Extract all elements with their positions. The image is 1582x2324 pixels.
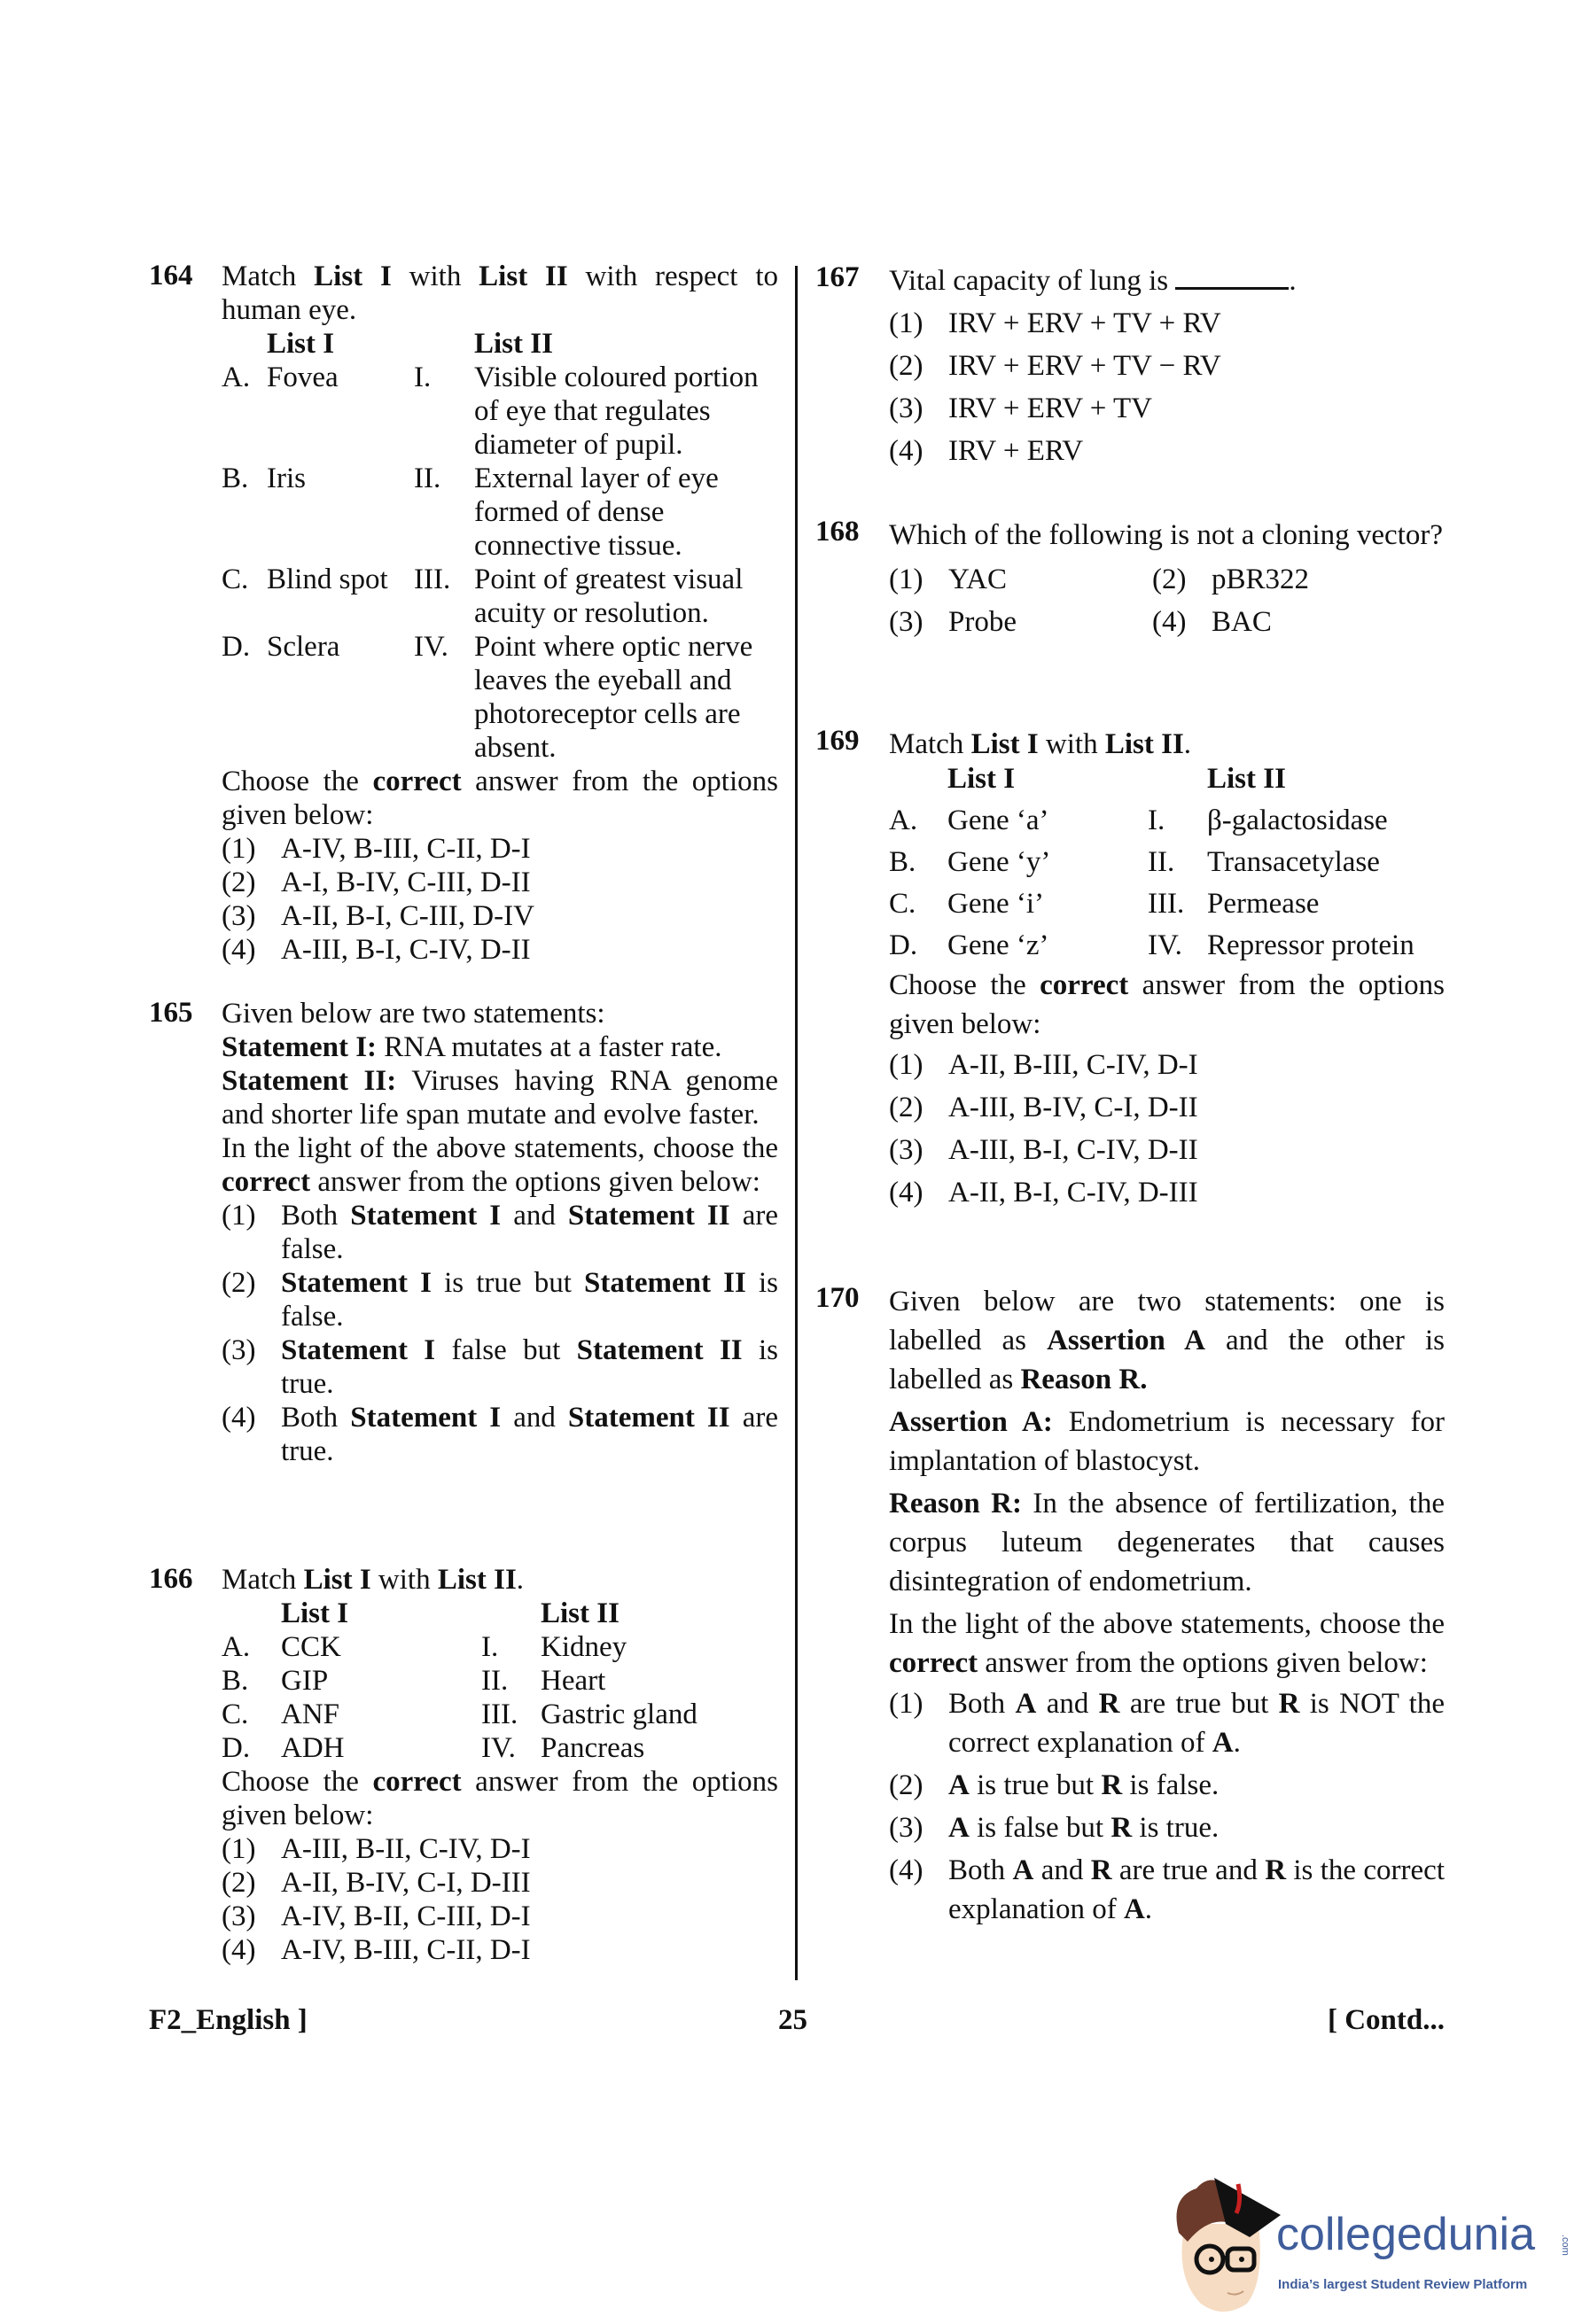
text-segment: A-II, B-I, C-IV, D-III bbox=[948, 1177, 1198, 1209]
text-segment: Match bbox=[222, 260, 315, 292]
answer-option-3[interactable] bbox=[889, 601, 1152, 643]
option-text bbox=[281, 1401, 778, 1468]
list-ii-numeral: IV. bbox=[481, 1732, 516, 1764]
text-segment: R bbox=[1265, 1854, 1287, 1886]
option-number: (3) bbox=[889, 606, 923, 638]
list-ii-numeral: I. bbox=[414, 361, 432, 393]
answer-option-3[interactable] bbox=[889, 387, 1445, 430]
text-segment: with respect to human eye. bbox=[222, 260, 778, 326]
list-i-item: CCK bbox=[281, 1631, 341, 1663]
text-segment: is NOT the correct explanation of bbox=[948, 1688, 1445, 1759]
text-segment: YAC bbox=[948, 564, 1008, 595]
option-text bbox=[948, 345, 1445, 387]
option-number: (2) bbox=[222, 1867, 256, 1899]
list-i-header: List I bbox=[947, 763, 1016, 795]
option-number: (3) bbox=[889, 1812, 923, 1844]
logo-tagline: India’s largest Student Review Platform bbox=[1278, 2277, 1528, 2292]
answer-option-2[interactable] bbox=[889, 1764, 1445, 1807]
option-number: (4) bbox=[222, 1934, 256, 1966]
option-text bbox=[948, 387, 1445, 430]
text-segment: A-IV, B-III, C-II, D-I bbox=[281, 833, 531, 865]
option-text bbox=[281, 1266, 778, 1333]
option-number: (1) bbox=[222, 833, 256, 865]
option-number: (1) bbox=[889, 307, 923, 339]
question-paragraph bbox=[889, 1282, 1445, 1399]
text-segment: answer from the options given below: bbox=[978, 1647, 1428, 1679]
list-i-letter: B. bbox=[222, 1665, 249, 1697]
question-body bbox=[889, 725, 1445, 1214]
list-i-item: Sclera bbox=[267, 631, 340, 663]
option-number: (3) bbox=[889, 393, 923, 424]
list-ii-numeral: II. bbox=[481, 1665, 509, 1697]
answer-option-1[interactable] bbox=[889, 558, 1152, 601]
fill-in-blank bbox=[1175, 262, 1289, 290]
list-ii-item: Kidney bbox=[541, 1631, 627, 1663]
text-segment: Given below are two statements: one is labelled as bbox=[889, 1286, 1445, 1356]
text-segment: IRV + ERV + TV − RV bbox=[948, 350, 1221, 382]
text-segment: and the other is labelled as bbox=[889, 1325, 1445, 1395]
text-segment: Both bbox=[948, 1854, 1013, 1886]
text-segment: A bbox=[1123, 1893, 1145, 1925]
footer-continued: [ Contd... bbox=[1327, 2004, 1445, 2036]
option-number: (3) bbox=[222, 1334, 256, 1366]
question-paragraph bbox=[889, 966, 1445, 1044]
option-text bbox=[948, 558, 1152, 601]
text-segment: with bbox=[391, 260, 479, 292]
option-number: (4) bbox=[222, 934, 256, 966]
list-ii-item: β-galactosidase bbox=[1207, 804, 1388, 836]
text-segment: and bbox=[501, 1402, 568, 1434]
question-stem bbox=[222, 1563, 778, 1597]
option-number: (2) bbox=[222, 867, 256, 898]
question-body bbox=[889, 1282, 1445, 1931]
text-segment: with bbox=[370, 1564, 438, 1596]
answer-option-1[interactable] bbox=[222, 832, 778, 866]
list-i-item: Blind spot bbox=[267, 564, 388, 595]
text-segment: Choose the bbox=[222, 1766, 373, 1798]
answer-option-2[interactable] bbox=[889, 1086, 1445, 1129]
text-segment: Statement I: bbox=[222, 1031, 378, 1063]
answer-option-1[interactable] bbox=[889, 1044, 1445, 1086]
option-text bbox=[948, 1044, 1445, 1086]
option-text bbox=[948, 1807, 1445, 1849]
text-segment: R bbox=[1090, 1854, 1112, 1886]
question-number: 164 bbox=[149, 260, 193, 291]
stem-end: . bbox=[1289, 265, 1297, 297]
text-segment: Statement II bbox=[576, 1334, 743, 1366]
stem-text: Vital capacity of lung is bbox=[889, 265, 1169, 297]
logo-brand: collegedunia bbox=[1276, 2209, 1536, 2260]
text-segment: Statement I bbox=[350, 1200, 502, 1232]
option-text bbox=[948, 430, 1445, 472]
text-segment: RNA mutates at a faster rate. bbox=[377, 1031, 722, 1063]
text-segment: A-III, B-I, C-IV, D-II bbox=[948, 1134, 1198, 1166]
option-number: (4) bbox=[889, 435, 923, 467]
option-number: (1) bbox=[889, 1688, 923, 1720]
text-segment: A bbox=[948, 1769, 970, 1801]
answer-option-4[interactable] bbox=[222, 1933, 778, 1967]
list-ii-numeral: III. bbox=[414, 564, 451, 595]
question-number: 169 bbox=[815, 725, 860, 757]
options-grid bbox=[889, 558, 1445, 643]
text-segment: R bbox=[1101, 1769, 1123, 1801]
text-segment: is true. bbox=[281, 1334, 778, 1400]
text-segment: A-II, B-III, C-IV, D-I bbox=[948, 1049, 1198, 1081]
option-number: (1) bbox=[222, 1833, 256, 1865]
column-divider bbox=[795, 266, 798, 1980]
text-segment: Both bbox=[281, 1200, 351, 1232]
answer-option-2[interactable] bbox=[222, 1266, 778, 1333]
spacer bbox=[222, 327, 267, 361]
text-segment: List I bbox=[970, 728, 1039, 760]
question-paragraph bbox=[889, 1484, 1445, 1601]
text-segment: Reason R: bbox=[889, 1488, 1022, 1520]
option-text bbox=[281, 1933, 778, 1967]
option-number: (4) bbox=[889, 1854, 923, 1886]
question-paragraph bbox=[222, 1064, 778, 1131]
option-number: (4) bbox=[889, 1177, 923, 1209]
list-ii-numeral: I. bbox=[481, 1631, 499, 1663]
text-segment: correct bbox=[1040, 969, 1129, 1001]
option-text bbox=[281, 899, 778, 933]
question-number: 165 bbox=[149, 997, 193, 1029]
text-segment: are false. bbox=[281, 1200, 778, 1265]
question-stem bbox=[889, 725, 1445, 764]
list-ii-item: Permease bbox=[1207, 888, 1320, 920]
text-segment: is false. bbox=[281, 1267, 778, 1333]
text-segment: A-II, B-IV, C-I, D-III bbox=[281, 1867, 531, 1899]
list-i-item: Iris bbox=[267, 462, 306, 494]
text-segment: R bbox=[1111, 1812, 1133, 1844]
text-segment: A-II, B-I, C-III, D-IV bbox=[281, 900, 534, 932]
option-number: (2) bbox=[889, 350, 923, 382]
question-stem bbox=[222, 260, 778, 327]
text-segment: correct bbox=[889, 1647, 978, 1679]
spacer bbox=[222, 1597, 281, 1630]
answer-option-3[interactable] bbox=[889, 1807, 1445, 1849]
text-segment: . bbox=[516, 1564, 525, 1596]
text-segment: A bbox=[1212, 1727, 1234, 1759]
collegedunia-logo bbox=[1143, 2153, 1582, 2324]
answer-option-3[interactable] bbox=[222, 899, 778, 933]
list-i-item: Gene ‘y’ bbox=[947, 846, 1051, 878]
text-segment: answer from the options given below: bbox=[889, 969, 1445, 1040]
text-segment: pBR322 bbox=[1212, 564, 1310, 595]
question-body bbox=[222, 997, 778, 1468]
text-segment: IRV + ERV + TV + RV bbox=[948, 307, 1221, 339]
text-segment: is true but bbox=[431, 1267, 585, 1299]
option-text bbox=[281, 832, 778, 866]
option-number: (4) bbox=[1152, 606, 1187, 638]
logo-suffix: .com bbox=[1560, 2235, 1570, 2256]
question-paragraph bbox=[889, 1403, 1445, 1481]
text-segment: and bbox=[1036, 1688, 1099, 1720]
text-segment: A-I, B-IV, C-III, D-II bbox=[281, 867, 531, 898]
text-segment: A-III, B-I, C-IV, D-II bbox=[281, 934, 531, 966]
match-list-table bbox=[889, 763, 1445, 961]
option-text bbox=[948, 1684, 1445, 1762]
question-paragraph bbox=[222, 765, 778, 832]
text-segment: Both bbox=[948, 1688, 1016, 1720]
text-segment: is the correct explanation of bbox=[948, 1854, 1445, 1925]
answer-option-2[interactable] bbox=[1152, 558, 1445, 601]
answer-option-2[interactable] bbox=[222, 866, 778, 899]
question-body bbox=[889, 516, 1445, 643]
list-i-letter: C. bbox=[222, 564, 249, 595]
text-segment: Statement II: bbox=[222, 1065, 397, 1097]
text-segment: A bbox=[1012, 1854, 1034, 1886]
answer-option-1[interactable] bbox=[222, 1832, 778, 1866]
list-ii-item: Point of greatest visual acuity or resolution. bbox=[474, 564, 744, 629]
match-list-table bbox=[222, 1597, 778, 1765]
text-segment: A bbox=[948, 1812, 970, 1844]
text-segment: Statement I bbox=[350, 1402, 502, 1434]
text-segment: Statement II bbox=[584, 1267, 746, 1299]
list-ii-numeral: IV. bbox=[414, 631, 448, 663]
text-segment: and bbox=[501, 1200, 568, 1232]
question-paragraph bbox=[222, 1765, 778, 1832]
text-segment: answer from the options given below: bbox=[222, 766, 778, 831]
text-segment: Choose the bbox=[889, 969, 1040, 1001]
list-ii-numeral: III. bbox=[1148, 888, 1185, 920]
option-text bbox=[948, 601, 1152, 643]
option-text bbox=[1212, 558, 1445, 601]
text-segment: A-III, B-II, C-IV, D-I bbox=[281, 1833, 531, 1865]
text-segment: List I bbox=[303, 1564, 371, 1596]
list-ii-item: Point where optic nerve leaves the eyeball and photoreceptor cells are absent. bbox=[474, 631, 753, 764]
option-text bbox=[948, 1764, 1445, 1807]
text-segment: Viruses having RNA genome and shorter life span mutate and evolve faster. bbox=[222, 1065, 778, 1131]
list-i-letter: C. bbox=[889, 888, 916, 920]
text-segment: List II bbox=[1104, 728, 1184, 760]
option-text bbox=[948, 1086, 1445, 1129]
spacer bbox=[414, 327, 474, 361]
spacer bbox=[481, 1597, 541, 1630]
answer-option-1[interactable] bbox=[222, 1199, 778, 1266]
list-i-item: ANF bbox=[281, 1698, 340, 1730]
option-number: (1) bbox=[889, 1049, 923, 1081]
text-segment: Which of the following is not a cloning vector? bbox=[889, 519, 1444, 551]
list-i-item: Gene ‘i’ bbox=[947, 888, 1045, 920]
question-body bbox=[889, 261, 1445, 472]
spacer bbox=[1148, 766, 1207, 792]
list-i-item: GIP bbox=[281, 1665, 329, 1697]
option-number: (1) bbox=[889, 564, 923, 595]
text-segment: Probe bbox=[948, 606, 1017, 638]
text-segment: A-III, B-IV, C-I, D-II bbox=[948, 1092, 1198, 1123]
text-segment: Endometrium is necessary for implantation of blastocyst. bbox=[889, 1406, 1445, 1477]
list-i-letter: A. bbox=[222, 1631, 251, 1663]
question-paragraph bbox=[222, 997, 778, 1030]
question-paragraph bbox=[222, 1131, 778, 1199]
option-text bbox=[948, 1129, 1445, 1171]
question-number: 167 bbox=[815, 261, 860, 293]
text-segment: List II bbox=[437, 1564, 517, 1596]
text-segment: Given below are two statements: bbox=[222, 998, 605, 1030]
option-number: (2) bbox=[889, 1092, 923, 1123]
text-segment: Assertion A bbox=[1047, 1325, 1205, 1356]
text-segment: Statement I bbox=[281, 1334, 436, 1366]
footer-paper-code: F2_English ] bbox=[149, 2004, 308, 2036]
option-number: (2) bbox=[222, 1267, 256, 1299]
text-segment: correct bbox=[372, 1766, 462, 1798]
text-segment: Assertion A: bbox=[889, 1406, 1053, 1438]
list-i-item: Gene ‘z’ bbox=[947, 929, 1049, 961]
option-number: (3) bbox=[222, 900, 256, 932]
option-number: (3) bbox=[889, 1134, 923, 1166]
text-segment: Match bbox=[889, 728, 971, 760]
question-stem bbox=[889, 261, 1445, 300]
option-text bbox=[1212, 601, 1445, 643]
text-segment: are true and bbox=[1111, 1854, 1266, 1886]
text-segment: . bbox=[1233, 1727, 1241, 1759]
list-i-letter: C. bbox=[222, 1698, 249, 1730]
option-text bbox=[948, 302, 1445, 345]
list-i-letter: D. bbox=[222, 1732, 251, 1764]
option-text bbox=[948, 1851, 1445, 1929]
answer-option-3[interactable] bbox=[889, 1129, 1445, 1171]
spacer bbox=[889, 766, 947, 792]
option-text bbox=[281, 1900, 778, 1933]
text-segment: Choose the bbox=[222, 766, 373, 797]
list-ii-header: List II bbox=[1207, 763, 1286, 795]
list-i-letter: A. bbox=[222, 361, 251, 393]
text-segment: Statement I bbox=[281, 1267, 432, 1299]
answer-option-1[interactable] bbox=[889, 1684, 1445, 1762]
text-segment: List II bbox=[479, 260, 568, 292]
text-segment: false but bbox=[435, 1334, 577, 1366]
text-segment: A-IV, B-III, C-II, D-I bbox=[281, 1934, 531, 1966]
answer-option-3[interactable] bbox=[222, 1900, 778, 1933]
list-ii-item: Repressor protein bbox=[1207, 929, 1414, 961]
list-ii-item: Gastric gland bbox=[541, 1698, 697, 1730]
text-segment: R bbox=[1278, 1688, 1300, 1720]
list-ii-item: Transacetylase bbox=[1207, 846, 1380, 878]
question-body bbox=[222, 260, 778, 967]
question-body bbox=[222, 1563, 778, 1967]
option-text bbox=[948, 1171, 1445, 1214]
text-segment: are true but bbox=[1119, 1688, 1279, 1720]
list-ii-item: Heart bbox=[541, 1665, 606, 1697]
option-text bbox=[281, 1333, 778, 1401]
text-segment: . bbox=[1144, 1893, 1153, 1925]
list-ii-item: Visible coloured portion of eye that regulates diameter of pupil. bbox=[474, 361, 759, 461]
text-segment: IRV + ERV bbox=[948, 435, 1084, 467]
option-number: (2) bbox=[1152, 564, 1187, 595]
text-segment: Reason R. bbox=[1020, 1364, 1148, 1395]
text-segment: In the light of the above statements, choose the bbox=[889, 1608, 1445, 1640]
answer-option-4[interactable] bbox=[222, 1401, 778, 1468]
text-segment: In the light of the above statements, choose the bbox=[222, 1132, 778, 1164]
text-segment: correct bbox=[372, 766, 462, 797]
text-segment: correct bbox=[222, 1166, 311, 1198]
list-i-item: Gene ‘a’ bbox=[947, 804, 1049, 836]
answer-option-4[interactable] bbox=[889, 1851, 1445, 1929]
text-segment: answer from the options given below: bbox=[310, 1166, 760, 1198]
text-segment: Statement II bbox=[567, 1200, 730, 1232]
list-ii-numeral: IV. bbox=[1148, 929, 1182, 961]
text-segment: Both bbox=[281, 1402, 351, 1434]
option-text bbox=[281, 1832, 778, 1866]
list-i-letter: A. bbox=[889, 804, 918, 836]
answer-option-4[interactable] bbox=[889, 1171, 1445, 1214]
answer-option-4[interactable] bbox=[889, 430, 1445, 472]
text-segment: R bbox=[1098, 1688, 1120, 1720]
option-number: (3) bbox=[222, 1900, 256, 1932]
text-segment: A-IV, B-II, C-III, D-I bbox=[281, 1900, 531, 1932]
answer-option-2[interactable] bbox=[889, 345, 1445, 387]
answer-option-2[interactable] bbox=[222, 1866, 778, 1900]
text-segment: answer from the options given below: bbox=[222, 1766, 778, 1831]
option-text bbox=[281, 1866, 778, 1900]
text-segment: with bbox=[1038, 728, 1105, 760]
text-segment: is true. bbox=[1132, 1812, 1220, 1844]
text-segment: In the absence of fertilization, the corpus luteum degenerates that causes disintegration of endometrium. bbox=[889, 1488, 1445, 1597]
list-i-letter: B. bbox=[889, 846, 916, 878]
list-i-letter: B. bbox=[222, 462, 249, 494]
text-segment: and bbox=[1033, 1854, 1091, 1886]
text-segment: is false but bbox=[969, 1812, 1111, 1844]
list-ii-numeral: II. bbox=[1148, 846, 1175, 878]
option-number: (2) bbox=[889, 1769, 923, 1801]
list-ii-header: List II bbox=[474, 328, 553, 360]
list-ii-numeral: III. bbox=[481, 1698, 518, 1730]
list-ii-item: Pancreas bbox=[541, 1732, 645, 1764]
question-number: 170 bbox=[815, 1282, 860, 1314]
answer-option-3[interactable] bbox=[222, 1333, 778, 1401]
question-number: 168 bbox=[815, 516, 860, 548]
list-i-letter: D. bbox=[889, 929, 918, 961]
text-segment: Statement II bbox=[567, 1402, 730, 1434]
list-ii-numeral: I. bbox=[1148, 804, 1165, 836]
question-paragraph bbox=[889, 1605, 1445, 1683]
question-number: 166 bbox=[149, 1563, 193, 1595]
text-segment: A bbox=[1015, 1688, 1037, 1720]
text-segment: . bbox=[1183, 728, 1192, 760]
list-ii-header: List II bbox=[541, 1597, 620, 1629]
text-segment: is true but bbox=[969, 1769, 1102, 1801]
option-text bbox=[281, 866, 778, 899]
answer-option-4[interactable] bbox=[222, 933, 778, 967]
option-number: (1) bbox=[222, 1200, 256, 1232]
option-text bbox=[281, 1199, 778, 1266]
text-segment: IRV + ERV + TV bbox=[948, 393, 1152, 424]
list-i-item: ADH bbox=[281, 1732, 345, 1764]
list-i-header: List I bbox=[267, 328, 335, 360]
footer-page-number: 25 bbox=[778, 2004, 807, 2036]
option-text bbox=[281, 933, 778, 967]
list-i-letter: D. bbox=[222, 631, 251, 663]
question-paragraph bbox=[222, 1030, 778, 1064]
student-mascot-icon bbox=[1165, 2162, 1281, 2321]
answer-option-1[interactable] bbox=[889, 302, 1445, 345]
list-i-item: Fovea bbox=[267, 361, 339, 393]
text-segment: List I bbox=[314, 260, 392, 292]
text-segment: Match bbox=[222, 1564, 304, 1596]
text-segment: BAC bbox=[1212, 606, 1272, 638]
option-number: (4) bbox=[222, 1402, 256, 1434]
answer-option-4[interactable] bbox=[1152, 601, 1445, 643]
text-segment: are true. bbox=[281, 1402, 778, 1467]
list-ii-numeral: II. bbox=[414, 462, 441, 494]
text-segment: is false. bbox=[1122, 1769, 1220, 1801]
list-ii-item: External layer of eye formed of dense connective tissue. bbox=[474, 462, 719, 562]
match-list-table bbox=[222, 327, 778, 765]
question-paragraph bbox=[889, 516, 1445, 555]
list-i-header: List I bbox=[281, 1597, 349, 1629]
